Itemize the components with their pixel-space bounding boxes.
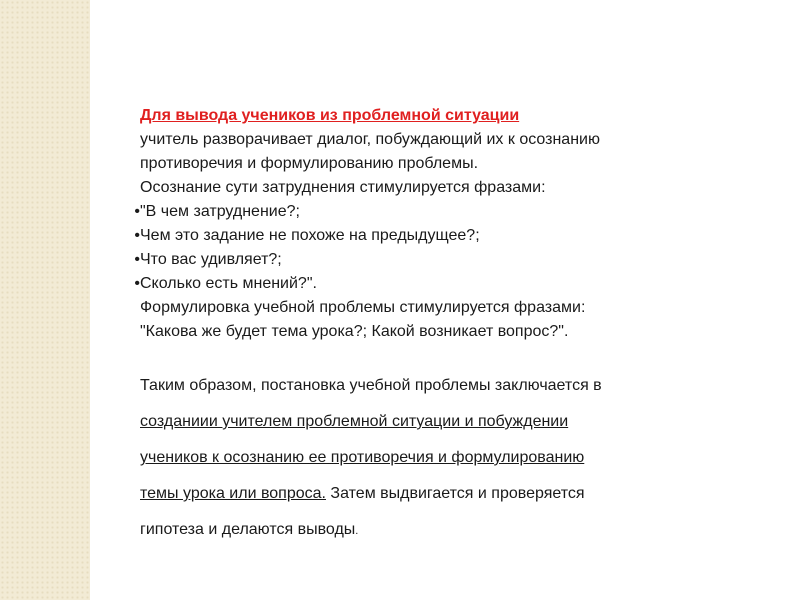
bullet-dot: •: [134, 203, 140, 220]
conclusion-line: созданиии учителем проблемной ситуации и побуждении: [140, 413, 569, 430]
spacer: [106, 344, 746, 368]
conclusion-text: гипотеза и делаются выводы: [140, 521, 356, 538]
slide-text: [106, 104, 746, 549]
bullet-dot: •: [134, 227, 140, 244]
bullet-item: [106, 248, 746, 272]
conclusion-line: [106, 512, 746, 549]
heading: Для вывода учеников из проблемной ситуации: [140, 107, 520, 124]
text-line: "Какова же будет тема урока?; Какой возникает вопрос?".: [140, 323, 569, 340]
conclusion-underlined: темы урока или вопроса.: [140, 485, 326, 502]
bullet-item: [106, 272, 746, 296]
bullet-text: "В чем затруднение?;: [140, 203, 300, 220]
bullet-text: Сколько есть мнений?".: [140, 275, 317, 292]
bullet-dot: •: [134, 251, 140, 268]
bullet-dot: •: [134, 275, 140, 292]
text-line: Осознание сути затруднения стимулируется фразами:: [140, 179, 546, 196]
conclusion-period: .: [355, 525, 359, 537]
conclusion-rest: Затем выдвигается и проверяется: [325, 485, 585, 502]
decorative-side-band: [0, 0, 90, 600]
text-line: противоречия и формулированию проблемы.: [140, 155, 479, 172]
bullet-text: Чем это задание не похоже на предыдущее?;: [140, 227, 480, 244]
conclusion-line: Таким образом, постановка учебной проблемы заключается в: [140, 377, 602, 394]
text-line: Формулировка учебной проблемы стимулируется фразами:: [140, 299, 586, 316]
text-line: учитель разворачивает диалог, побуждающий их к осознанию: [140, 131, 600, 148]
conclusion-line: учеников к осознанию ее противоречия и формулированию: [140, 449, 585, 466]
bullet-text: Что вас удивляет?;: [140, 251, 282, 268]
bullet-item: [106, 200, 746, 224]
bullet-item: [106, 224, 746, 248]
conclusion-line: [106, 476, 746, 512]
